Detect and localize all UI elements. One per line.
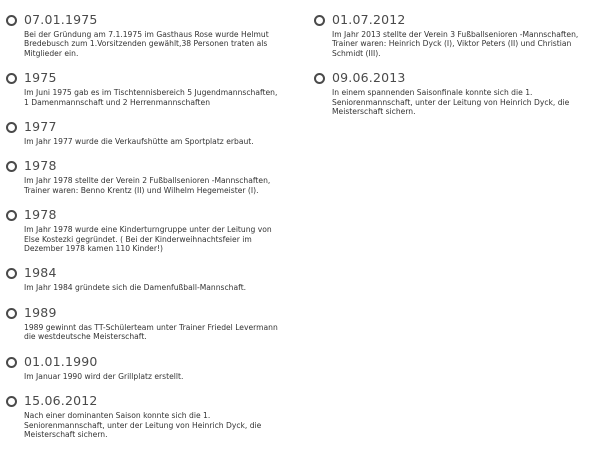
circle-bullet-icon	[314, 15, 325, 26]
circle-bullet-icon	[6, 15, 17, 26]
entry-text: In einem spannenden Saisonfinale konnte sich die 1. Seniorenmannschaft, unter der Leitung von Heinrich Dyck, die Meisterschaft sichern.	[332, 88, 570, 117]
entry-date: 1977	[24, 119, 57, 135]
timeline-entry	[6, 12, 306, 58]
entry-date: 09.06.2013	[332, 70, 406, 86]
circle-bullet-icon	[6, 268, 17, 279]
entry-date: 1984	[24, 265, 57, 281]
entry-text: Bei der Gründung am 7.1.1975 im Gasthaus Rose wurde Helmut Bredebusch zum 1.Vorsitzenden gewählt,38 Personen traten als Mitglieder ein.	[24, 30, 269, 58]
entry-date: 1978	[24, 158, 57, 174]
timeline-right-column	[314, 12, 610, 128]
entry-text: Nach einer dominanten Saison konnte sich die 1. Seniorenmannschaft, unter der Leitung von Heinrich Dyck, die Meisterschaft sichern.	[24, 411, 262, 439]
entry-text: Im Jahr 1977 wurde die Verkaufshütte am Sportplatz erbaut.	[24, 137, 254, 147]
circle-bullet-icon	[6, 122, 17, 133]
entry-text: Im Jahr 1978 wurde eine Kinderturngruppe unter der Leitung von Else Kostezki gegründet. ( Bei der Kinderweihnachtsfeier im Dezember 1978 kamen 110 Kinder!)	[24, 225, 272, 254]
circle-bullet-icon	[314, 73, 325, 84]
timeline-entry	[6, 393, 306, 439]
circle-bullet-icon	[6, 396, 17, 407]
circle-bullet-icon	[6, 210, 17, 221]
timeline-entry	[6, 70, 306, 107]
entry-date: 01.01.1990	[24, 353, 98, 369]
entry-text: Im Jahr 1984 gründete sich die Damenfußball-Mannschaft.	[24, 283, 247, 293]
timeline-entry	[6, 207, 306, 253]
entry-text: 1989 gewinnt das TT-Schülerteam unter Trainer Friedel Levermann die westdeutsche Meisterschaft.	[24, 322, 278, 342]
timeline-entry	[6, 305, 306, 342]
timeline-entry	[6, 119, 306, 146]
timeline-entry	[314, 12, 610, 58]
timeline-entry	[6, 354, 306, 381]
entry-text: Im Jahr 2013 stellte der Verein 3 Fußballsenioren -Mannschaften, Trainer waren: Heinrich Dyck (I), Viktor Peters (II) und Christian Schmidt (III).	[332, 30, 579, 58]
circle-bullet-icon	[6, 357, 17, 368]
entry-date: 01.07.2012	[332, 12, 406, 27]
timeline-entry	[6, 265, 306, 292]
entry-date: 1978	[24, 207, 57, 223]
entry-text: Im Jahr 1978 stellte der Verein 2 Fußballsenioren -Mannschaften, Trainer waren: Benno Krentz (II) und Wilhelm Hegemeister (I).	[24, 176, 271, 195]
timeline-entry	[6, 158, 306, 195]
entry-text: Im Januar 1990 wird der Grillplatz erstellt.	[24, 371, 184, 381]
entry-date: 15.06.2012	[24, 393, 98, 409]
circle-bullet-icon	[6, 161, 17, 172]
circle-bullet-icon	[6, 308, 17, 319]
circle-bullet-icon	[6, 73, 17, 84]
timeline-entry	[314, 70, 610, 116]
entry-date: 1975	[24, 70, 57, 86]
timeline-left-column	[6, 12, 306, 451]
entry-date: 1989	[24, 304, 57, 320]
entry-text: Im Juni 1975 gab es im Tischtennisbereich 5 Jugendmannschaften, 1 Damenmannschaft und 2 Herrenmannschaften	[24, 88, 278, 107]
entry-date: 07.01.1975	[24, 12, 98, 27]
